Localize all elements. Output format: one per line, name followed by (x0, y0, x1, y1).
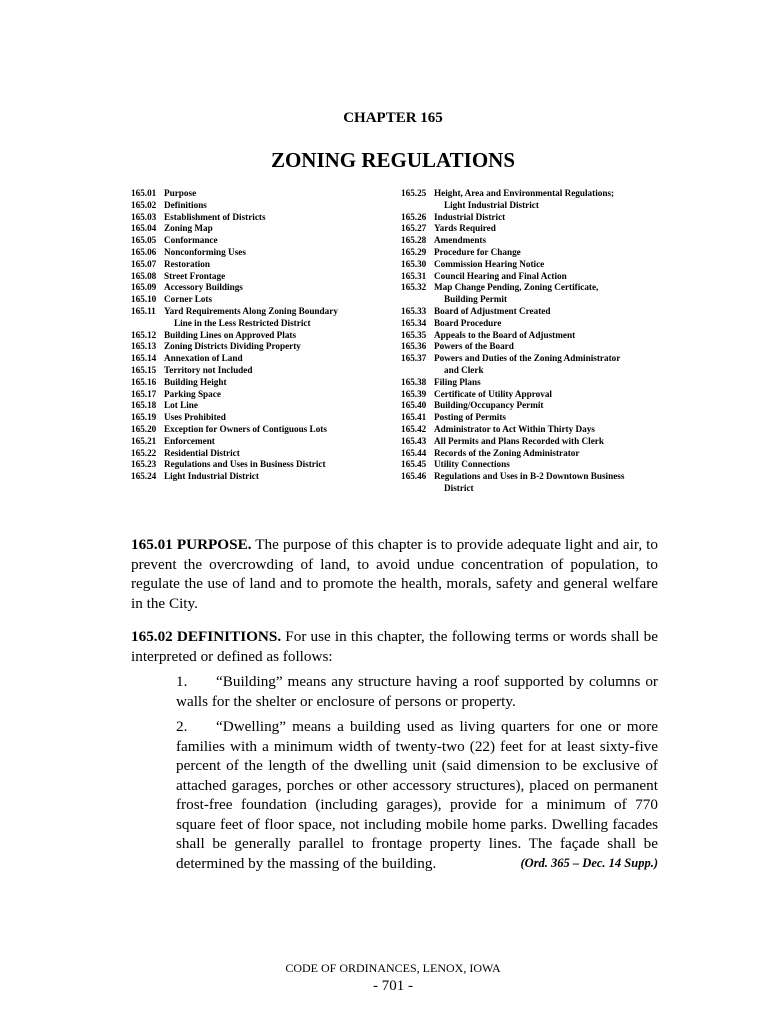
item-text: “Building” means any structure having a roof supported by columns or walls for the shelter or enclosure of persons or property. (176, 673, 658, 710)
toc-number: 165.03 (131, 211, 157, 222)
toc-entry (131, 341, 386, 353)
toc-entry (401, 259, 651, 271)
toc-entry (401, 188, 651, 212)
toc-number: 165.44 (401, 447, 427, 458)
toc-title-text: Appeals to the Board of Adjustment (434, 329, 576, 340)
toc-number: 165.29 (401, 246, 427, 257)
toc-entry (131, 188, 386, 200)
toc-title-text: Lot Line (164, 400, 198, 411)
toc-number: 165.01 (131, 188, 157, 198)
toc-number: 165.19 (131, 412, 157, 423)
toc-number: 165.43 (401, 435, 427, 446)
toc-title-continuation: Light Industrial District (444, 199, 539, 210)
section-heading: 165.02 DEFINITIONS. (131, 628, 282, 645)
toc-title-text: Building/Occupancy Permit (434, 400, 544, 411)
toc-number: 165.11 (131, 305, 156, 316)
toc-title (164, 235, 386, 247)
toc-number: 165.06 (131, 246, 157, 257)
toc-title (434, 259, 651, 271)
toc-title (434, 389, 651, 401)
toc-right-column (401, 188, 651, 495)
toc-title (164, 188, 386, 200)
toc-title-text: Utility Connections (434, 459, 510, 470)
toc-title (434, 282, 651, 306)
toc-entry (131, 365, 386, 377)
toc-entry (131, 212, 386, 224)
toc-title-text: Powers of the Board (434, 341, 514, 352)
toc-entry (401, 400, 651, 412)
toc-number: 165.13 (131, 341, 157, 352)
definition-item (176, 672, 658, 711)
toc-number: 165.23 (131, 459, 157, 470)
toc-entry (131, 330, 386, 342)
toc-title-text: Nonconforming Uses (164, 246, 246, 257)
toc-entry (131, 377, 386, 389)
toc-entry (131, 294, 386, 306)
toc-title-text: Light Industrial District (164, 471, 259, 482)
toc-title-text: Territory not Included (164, 364, 253, 375)
toc-title (164, 212, 386, 224)
toc-title (164, 259, 386, 271)
toc-title-text: Corner Lots (164, 294, 213, 305)
toc-number: 165.25 (401, 188, 427, 198)
toc-title-text: Board of Adjustment Created (434, 305, 551, 316)
toc-entry (401, 223, 651, 235)
section-purpose (131, 535, 658, 613)
toc-title (434, 424, 651, 436)
toc-title (164, 247, 386, 259)
toc-number: 165.39 (401, 388, 427, 399)
toc-number: 165.20 (131, 423, 157, 434)
page-title: ZONING REGULATIONS (270, 148, 516, 172)
toc-title-text: Purpose (164, 188, 197, 198)
toc-entry (131, 306, 386, 330)
toc-title-text: Conformance (164, 235, 218, 246)
definition-item (176, 717, 658, 873)
toc-entry (401, 471, 651, 495)
toc-title-text: Building Height (164, 376, 227, 387)
toc-title-continuation: District (444, 482, 474, 493)
toc-title-text: Accessory Buildings (164, 282, 243, 293)
toc-title-text: Map Change Pending, Zoning Certificate, (434, 282, 599, 293)
toc-title-text: Parking Space (164, 388, 221, 399)
toc-title-text: Street Frontage (164, 270, 226, 281)
toc-title-text: Administrator to Act Within Thirty Days (434, 423, 595, 434)
toc-title (434, 471, 651, 495)
page-footer: CODE OF ORDINANCES, LENOX, IOWA (285, 961, 501, 975)
toc-title-text: Enforcement (164, 435, 215, 446)
toc-number: 165.27 (401, 223, 427, 234)
toc-title (434, 188, 651, 212)
toc-title (434, 223, 651, 235)
toc-entry (401, 412, 651, 424)
toc-title (164, 365, 386, 377)
toc-number: 165.40 (401, 400, 427, 411)
toc-title (164, 271, 386, 283)
toc-title-text: Annexation of Land (164, 353, 243, 364)
toc-title-text: Zoning Districts Dividing Property (164, 341, 301, 352)
toc-entry (131, 282, 386, 294)
toc-title-continuation: and Clerk (444, 364, 484, 375)
toc-title (434, 318, 651, 330)
toc-title (434, 353, 651, 377)
toc-entry (131, 424, 386, 436)
toc-number: 165.34 (401, 317, 427, 328)
toc-number: 165.36 (401, 341, 427, 352)
toc-number: 165.14 (131, 353, 157, 364)
toc-entry (401, 271, 651, 283)
toc-number: 165.02 (131, 199, 157, 210)
toc-title (164, 424, 386, 436)
toc-entry (401, 353, 651, 377)
toc-number: 165.08 (131, 270, 157, 281)
toc-entry (131, 223, 386, 235)
toc-title (164, 330, 386, 342)
toc-entry (401, 318, 651, 330)
toc-number: 165.26 (401, 211, 427, 222)
toc-title (434, 271, 651, 283)
toc-title (164, 471, 386, 483)
toc-number: 165.46 (401, 471, 427, 482)
toc-title-text: Exception for Owners of Contiguous Lots (164, 423, 327, 434)
toc-title-text: Establishment of Districts (164, 211, 266, 222)
toc-number: 165.37 (401, 353, 427, 364)
toc-entry (131, 471, 386, 483)
toc-title (434, 400, 651, 412)
toc-entry (401, 436, 651, 448)
toc-number: 165.38 (401, 376, 427, 387)
toc-title-continuation: Building Permit (444, 294, 508, 305)
toc-number: 165.15 (131, 364, 157, 375)
toc-title-text: All Permits and Plans Recorded with Clerk (434, 435, 604, 446)
page-number: - 701 - (373, 978, 413, 994)
item-number: 1. (176, 673, 188, 690)
toc-number: 165.04 (131, 223, 157, 234)
toc-number: 165.35 (401, 329, 427, 340)
toc-number: 165.45 (401, 459, 427, 470)
toc-title (164, 353, 386, 365)
toc-title (434, 330, 651, 342)
toc-title-text: Amendments (434, 235, 487, 246)
chapter-heading: CHAPTER 165 (343, 110, 443, 126)
toc-entry (131, 459, 386, 471)
toc-title (164, 306, 386, 330)
toc-title (164, 223, 386, 235)
toc-number: 165.16 (131, 376, 157, 387)
toc-entry (131, 235, 386, 247)
toc-title (434, 212, 651, 224)
toc-title-text: Uses Prohibited (164, 412, 226, 423)
toc-entry (131, 200, 386, 212)
toc-title-text: Zoning Map (164, 223, 213, 234)
toc-title-text: Yards Required (434, 223, 496, 234)
toc-entry (401, 235, 651, 247)
toc-title (434, 341, 651, 353)
toc-number: 165.17 (131, 388, 157, 399)
toc-entry (131, 271, 386, 283)
toc-title-text: Regulations and Uses in B-2 Downtown Business (434, 471, 625, 482)
toc-title (164, 200, 386, 212)
toc-entry (401, 306, 651, 318)
toc-title-text: Yard Requirements Along Zoning Boundary (164, 305, 338, 316)
toc-entry (401, 448, 651, 460)
toc-left-column (131, 188, 386, 483)
toc-title-text: Council Hearing and Final Action (434, 270, 567, 281)
toc-entry (401, 330, 651, 342)
toc-title (434, 377, 651, 389)
section-text: For use in this chapter, the following terms or words shall be interpreted or defined as follows: (131, 628, 659, 665)
toc-entry (131, 389, 386, 401)
toc-entry (131, 247, 386, 259)
toc-title (434, 247, 651, 259)
toc-title-text: Powers and Duties of the Zoning Administrator (434, 353, 621, 364)
toc-number: 165.10 (131, 294, 157, 305)
toc-number: 165.24 (131, 471, 157, 482)
section-text: The purpose of this chapter is to provide adequate light and air, to prevent the overcrowding of land, to avoid undue concentration of population, to regulate the use of land and to promote the health, morals, safety and general welfare in the City. (131, 536, 658, 612)
toc-title-text: Certificate of Utility Approval (434, 388, 552, 399)
toc-number: 165.33 (401, 305, 427, 316)
toc-title (434, 448, 651, 460)
toc-title-text: Commission Hearing Notice (434, 258, 545, 269)
toc-title-text: Procedure for Change (434, 246, 521, 257)
toc-title (164, 400, 386, 412)
toc-number: 165.42 (401, 423, 427, 434)
toc-title-text: Restoration (164, 258, 210, 269)
toc-title (164, 412, 386, 424)
toc-title (164, 436, 386, 448)
toc-title (434, 436, 651, 448)
toc-title-text: Building Lines on Approved Plats (164, 329, 297, 340)
toc-title-text: Board Procedure (434, 317, 502, 328)
toc-title-text: Height, Area and Environmental Regulations; (434, 188, 615, 198)
toc-title (164, 282, 386, 294)
toc-number: 165.21 (131, 435, 157, 446)
toc-number: 165.22 (131, 447, 157, 458)
toc-title (164, 377, 386, 389)
toc-entry (401, 212, 651, 224)
toc-number: 165.05 (131, 235, 157, 246)
item-text: “Dwelling” means a building used as living quarters for one or more families with a minimum width of twenty-two (22) feet for at least sixty-five percent of the length of the dwelling unit (said dimension to be exclusive of attached garages, porches or other accessory structures), placed on permanent frost-free foundation (including garages), provide for a minimum of 770 square feet of floor space, not including mobile home parks. Dwelling facades shall be generally parallel to frontage property lines. The façade shall be determined by the massing of the building. (176, 718, 658, 872)
toc-title-continuation: Line in the Less Restricted District (174, 317, 311, 328)
toc-title-text: Regulations and Uses in Business District (164, 459, 326, 470)
toc-entry (131, 448, 386, 460)
toc-title (164, 459, 386, 471)
toc-entry (401, 389, 651, 401)
toc-entry (131, 353, 386, 365)
toc-number: 165.12 (131, 329, 157, 340)
toc-title-text: Industrial District (434, 211, 506, 222)
toc-title (434, 235, 651, 247)
ordinance-reference: (Ord. 365 – Dec. 14 Supp.) (520, 855, 658, 870)
toc-entry (401, 424, 651, 436)
toc-title (434, 412, 651, 424)
item-number: 2. (176, 718, 188, 735)
toc-title-text: Records of the Zoning Administrator (434, 447, 580, 458)
section-heading: 165.01 PURPOSE. (131, 536, 252, 553)
toc-entry (401, 459, 651, 471)
section-definitions (131, 627, 658, 873)
toc-number: 165.32 (401, 282, 427, 293)
toc-entry (401, 377, 651, 389)
toc-title-text: Residential District (164, 447, 240, 458)
toc-entry (131, 412, 386, 424)
toc-entry (131, 259, 386, 271)
toc-title (434, 459, 651, 471)
toc-title-text: Posting of Permits (434, 412, 506, 423)
toc-title (164, 389, 386, 401)
toc-entry (401, 341, 651, 353)
toc-title (164, 448, 386, 460)
toc-title (164, 294, 386, 306)
toc-number: 165.18 (131, 400, 157, 411)
toc-entry (131, 436, 386, 448)
toc-title-text: Definitions (164, 199, 207, 210)
toc-number: 165.28 (401, 235, 427, 246)
toc-entry (401, 247, 651, 259)
toc-title (434, 306, 651, 318)
toc-number: 165.31 (401, 270, 427, 281)
toc-number: 165.09 (131, 282, 157, 293)
toc-entry (131, 400, 386, 412)
toc-entry (401, 282, 651, 306)
toc-title (164, 341, 386, 353)
toc-number: 165.30 (401, 258, 427, 269)
toc-number: 165.07 (131, 258, 157, 269)
toc-title-text: Filing Plans (434, 376, 481, 387)
toc-number: 165.41 (401, 412, 427, 423)
